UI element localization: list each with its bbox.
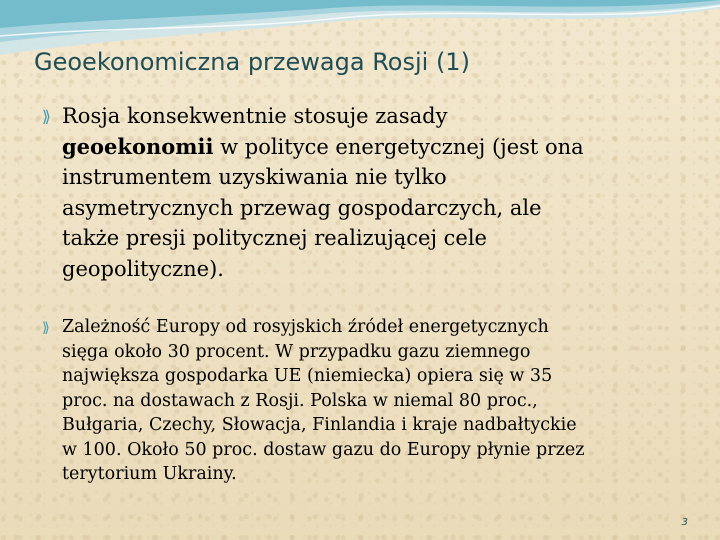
bullet-arrow-icon: ⟫ [42, 107, 51, 126]
bullet-1-line-5: także presji politycznej realizującej cele [62, 226, 487, 250]
bullet-2-line-1: Zależność Europy od rosyjskich źródeł energetycznych [62, 317, 549, 337]
bullet-1-line-6: geopolityczne). [62, 256, 224, 281]
bold-term: geoekonomii [62, 133, 214, 159]
bullet-1-line-2: w polityce energetycznej (jest ona [213, 134, 584, 159]
bullet-1-continuation [62, 132, 702, 285]
bullet-2-line-3: największa gospodarka UE (niemiecka) opiera się w 35 [62, 366, 553, 386]
bullet-2 [42, 315, 702, 487]
bullet-1-line-4: asymetrycznych przewag gospodarczych, ale [62, 195, 542, 220]
bullet-1-line-1: Rosja konsekwentnie stosuje zasady [62, 104, 448, 128]
page-title: Geoekonomiczna przewaga Rosji (1) [34, 48, 470, 76]
bullet-2-line-4: proc. na dostawach z Rosji. Polska w niemal 80 proc., [62, 390, 538, 411]
bullet-1 [42, 101, 702, 284]
bullet-2-continuation [62, 340, 702, 487]
bullet-arrow-icon: ⟫ [42, 320, 50, 336]
bullet-2-line-6: w 100. Około 50 proc. dostaw gazu do Europy płynie przez [62, 439, 585, 460]
bullet-2-line-5: Bułgaria, Czechy, Słowacja, Finlandia i kraje nadbałtyckie [62, 415, 577, 435]
bullet-2-line-2: sięga około 30 procent. W przypadku gazu ziemnego [62, 341, 531, 362]
page-number: 3 [681, 517, 688, 528]
bullet-1-line-3: instrumentem uzyskiwania nie tylko [62, 165, 447, 189]
bullet-2-line-7: terytorium Ukrainy. [62, 464, 237, 484]
